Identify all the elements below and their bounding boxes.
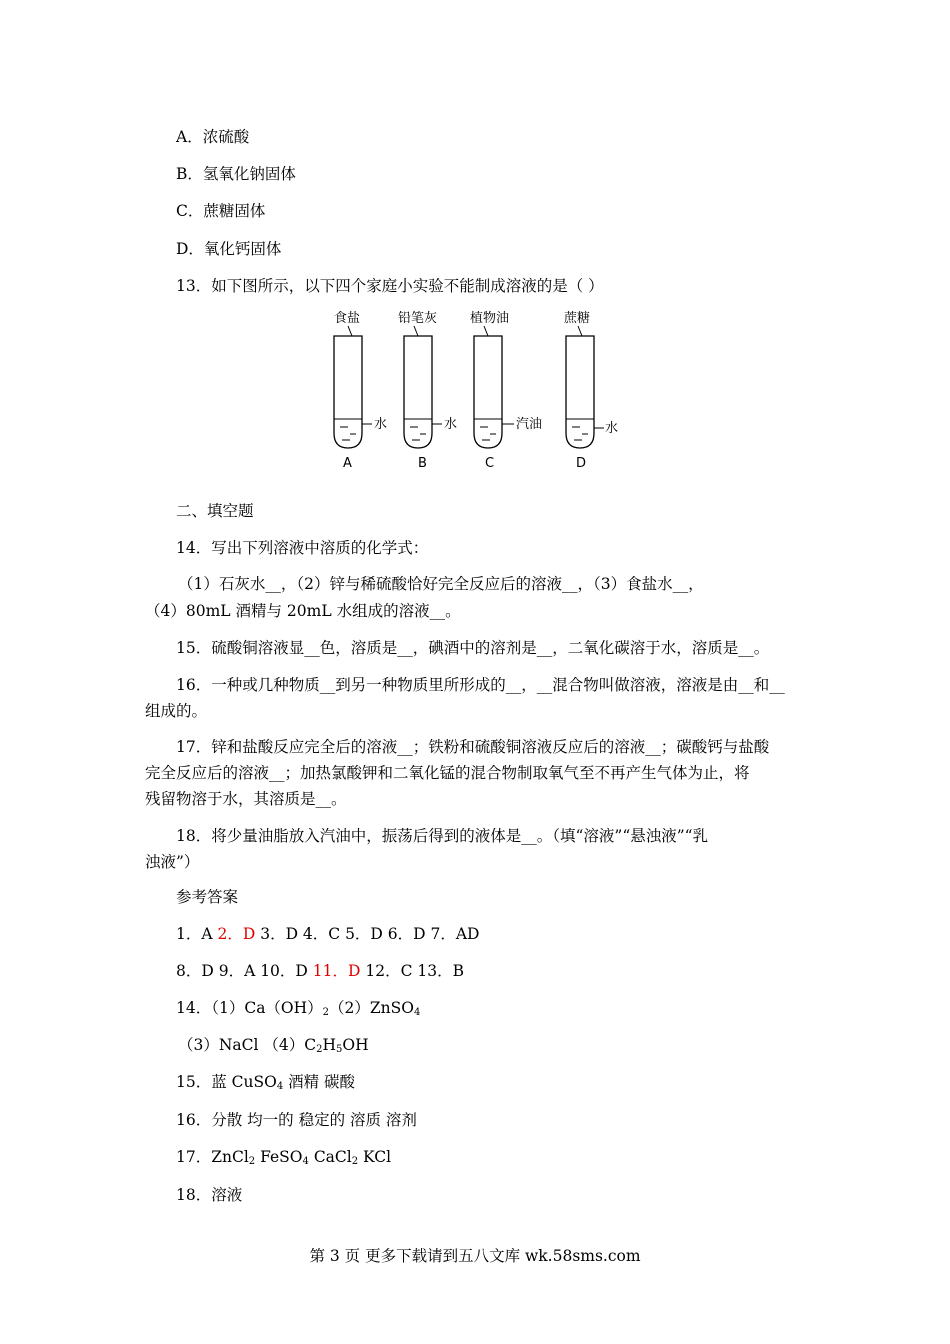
section-title-fill-in: 二、填空题 bbox=[176, 502, 254, 520]
question-14: 14．写出下列溶液中溶质的化学式： bbox=[176, 539, 429, 557]
tube-letter: B bbox=[418, 456, 427, 471]
option-d: D．氧化钙固体 bbox=[176, 240, 282, 258]
tube-c bbox=[470, 310, 542, 471]
answer-18: 18．溶液 bbox=[176, 1186, 243, 1204]
answer-text: 17．ZnCl bbox=[176, 1148, 249, 1166]
question-17-line2: 完全反应后的溶液__；加热氯酸钾和二氧化锰的混合物制取氧气至不再产生气体为止，将 bbox=[145, 764, 750, 782]
subscript: 2 bbox=[316, 1044, 323, 1055]
option-b: B．氢氧化钠固体 bbox=[176, 165, 296, 183]
subscript: 2 bbox=[322, 1007, 330, 1018]
tube-a bbox=[334, 310, 387, 471]
tube-letter: C bbox=[485, 456, 495, 471]
subscript: 4 bbox=[276, 1081, 284, 1092]
test-tube-figure bbox=[326, 306, 619, 476]
answer-text: 3．D 4．C 5．D 6．D 7．AD bbox=[260, 925, 480, 943]
subscript: 2 bbox=[248, 1156, 256, 1167]
question-18-line1: 18．将少量油脂放入汽油中，振荡后得到的液体是__。（填“溶液”“悬浊液”“乳 bbox=[176, 827, 709, 845]
question-17-line3: 残留物溶于水，其溶质是__。 bbox=[145, 790, 347, 808]
answer-text: 1．A bbox=[176, 925, 218, 943]
answer-highlight: 2．D bbox=[217, 925, 261, 943]
answer-text: CaCl bbox=[308, 1148, 352, 1166]
tube-letter: A bbox=[343, 456, 352, 471]
liquid-label: 水 bbox=[374, 417, 388, 432]
solute-label: 植物油 bbox=[470, 311, 510, 326]
liquid-label: 水 bbox=[444, 417, 458, 432]
option-a: A．浓硫酸 bbox=[176, 128, 250, 146]
tube-b bbox=[398, 311, 457, 471]
liquid-label: 水 bbox=[605, 421, 619, 436]
solute-label: 蔗糖 bbox=[564, 311, 591, 326]
answer-text: 14．（1）Ca（OH） bbox=[176, 999, 323, 1017]
answer-text: H bbox=[322, 1036, 337, 1054]
subscript: 4 bbox=[414, 1007, 421, 1018]
question-17-line1: 17．锌和盐酸反应完全后的溶液__；铁粉和硫酸铜溶液反应后的溶液__；碳酸钙与盐酸 bbox=[176, 738, 770, 756]
answer-text: 8．D 9．A 10．D bbox=[176, 962, 313, 980]
answer-text: 酒精 碳酸 bbox=[283, 1073, 356, 1091]
question-15: 15．硫酸铜溶液显__色，溶质是__，碘酒中的溶剂是__，二氧化碳溶于水，溶质是__。 bbox=[176, 639, 770, 657]
question-16-line2: 组成的。 bbox=[145, 702, 208, 720]
answer-highlight: 11．D bbox=[312, 962, 366, 980]
tube-d bbox=[564, 310, 618, 471]
answer-text: KCl bbox=[358, 1148, 392, 1166]
answer-text: （2）ZnSO bbox=[329, 999, 414, 1017]
solute-label: 食盐 bbox=[334, 311, 361, 326]
answer-row-1 bbox=[176, 923, 479, 945]
question-14-line1: （1）石灰水__，（2）锌与稀硫酸恰好完全反应后的溶液__，（3）食盐水__， bbox=[178, 575, 704, 593]
answers-title: 参考答案 bbox=[176, 888, 239, 906]
answer-text: （3）NaCl （4）C bbox=[178, 1036, 317, 1054]
answer-15 bbox=[176, 1071, 355, 1098]
subscript: 4 bbox=[302, 1156, 309, 1167]
page-footer: 第 3 页 更多下载请到五八文库 wk.58sms.com bbox=[309, 1247, 641, 1265]
subscript: 2 bbox=[351, 1156, 359, 1167]
answer-16: 16．分散 均一的 稳定的 溶质 溶剂 bbox=[176, 1111, 417, 1129]
answer-row-2 bbox=[176, 960, 464, 982]
question-18-line2: 浊液”） bbox=[145, 853, 200, 871]
question-13: 13．如下图所示，以下四个家庭小实验不能制成溶液的是（ ） bbox=[176, 277, 604, 295]
liquid-label: 汽油 bbox=[516, 417, 543, 432]
answer-text: 12．C 13．B bbox=[365, 962, 464, 980]
tube-letter: D bbox=[576, 456, 587, 471]
answer-text: OH bbox=[342, 1036, 369, 1054]
answer-text: FeSO bbox=[255, 1148, 303, 1166]
option-c: C．蔗糖固体 bbox=[176, 202, 266, 220]
answer-14a bbox=[176, 997, 420, 1024]
subscript: 5 bbox=[336, 1044, 343, 1055]
answer-text: 15．蓝 CuSO bbox=[176, 1073, 277, 1091]
question-16-line1: 16．一种或几种物质__到另一种物质里所形成的__，__混合物叫做溶液，溶液是由__和__ bbox=[176, 676, 785, 694]
answer-17 bbox=[176, 1146, 391, 1173]
answer-14b bbox=[178, 1034, 369, 1061]
question-14-line2: （4）80mL 酒精与 20mL 水组成的溶液__。 bbox=[145, 602, 461, 620]
solute-label: 铅笔灰 bbox=[398, 311, 438, 326]
